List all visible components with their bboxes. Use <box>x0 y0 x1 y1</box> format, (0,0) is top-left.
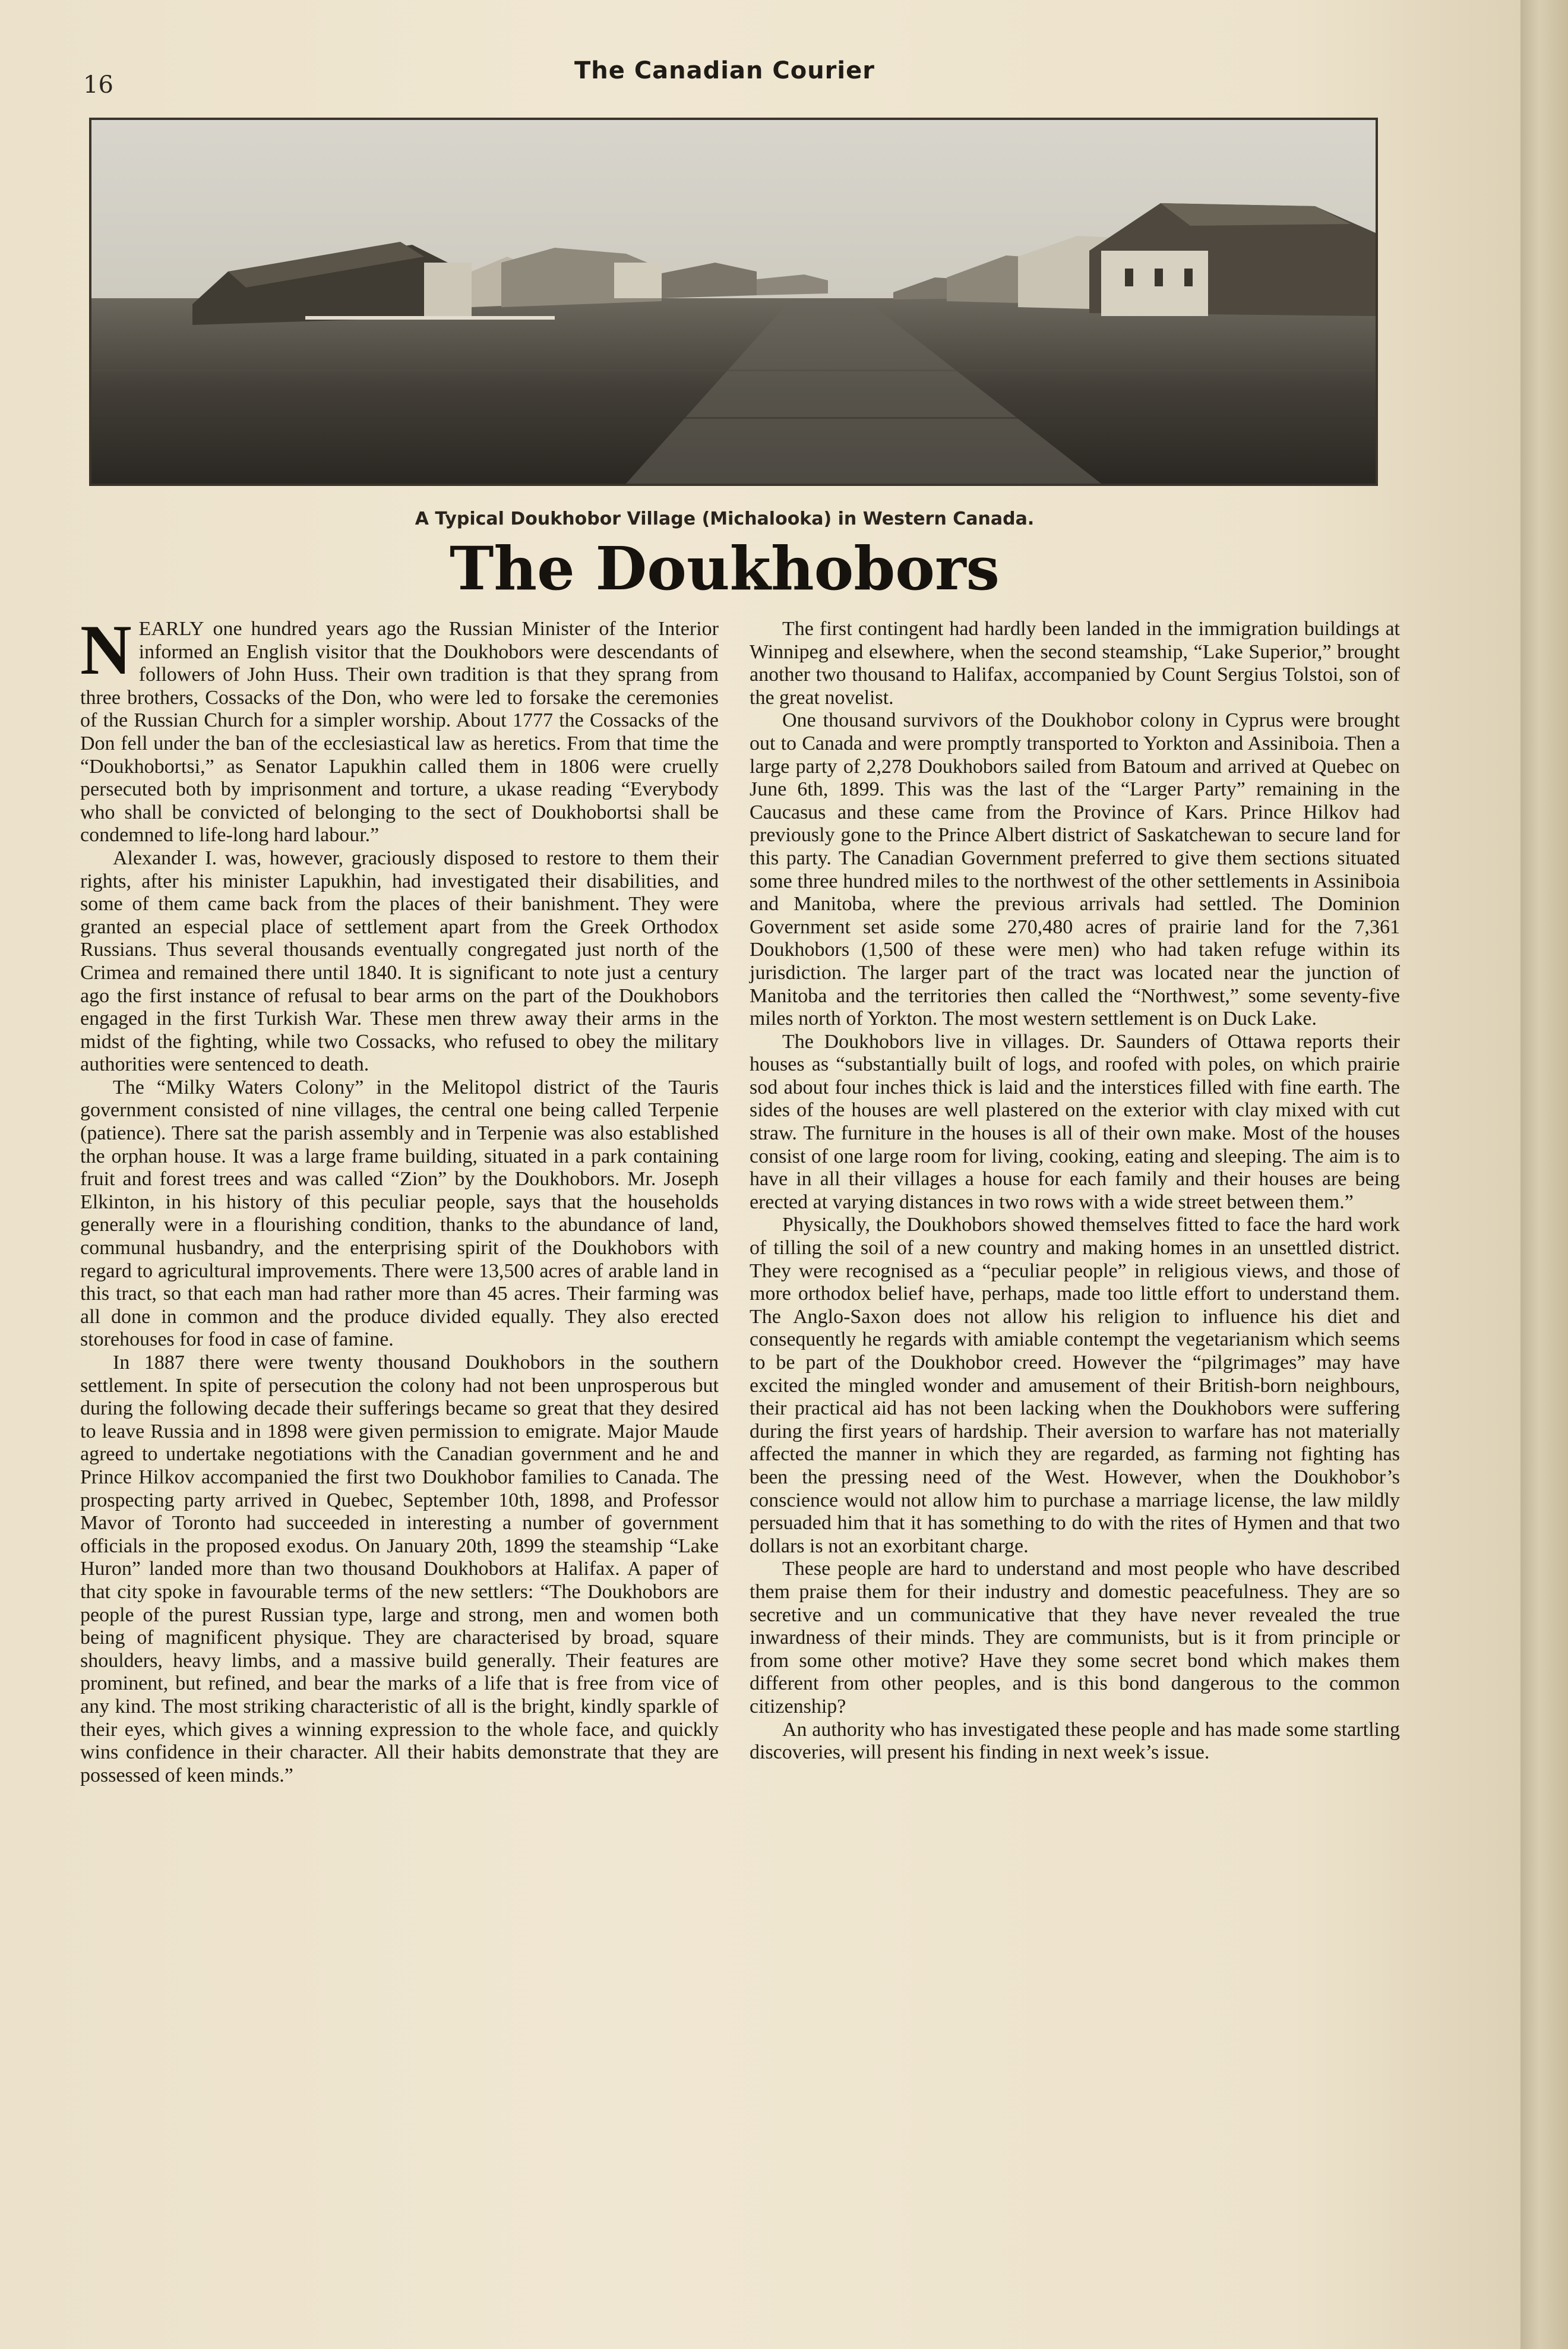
paragraph-3: The “Milky Waters Colony” in the Melitopol district of the Tauris government consisted of nine villages, the central one being called Terpenie (patience). There sat the parish assembly and in Terpenie was also established the orphan house. It was a large frame building, situated in a park containing fruit and forest trees and was called “Zion” by the Doukhobors. Mr. Joseph Elkinton, in his history of this peculiar people, says that the households generally were in a flourishing condition, thanks to the abundance of land, communal husbandry, and the enterprising spirit of the Doukhobors with regard to agricultural improvements. There were 13,500 acres of arable land in this tract, so that each man had rather more than 45 acres. Their farming was all done in common and the produce divided equally. They also erected storehouses for food in case of famine. <box>80 1076 719 1351</box>
village-photo <box>89 118 1378 486</box>
article-headline: The Doukhobors <box>450 533 1000 604</box>
paragraph-10: An authority who has investigated these people and has made some startling discoveries, will present his finding in next week’s issue. <box>750 1718 1400 1764</box>
drop-cap: N <box>80 610 132 689</box>
left-column <box>80 610 719 1787</box>
paragraph-5: The first contingent had hardly been landed in the immigration buildings at Winnipeg and elsewhere, when the second steamship, “Lake Superior,” brought another two thousand to Halifax, accompanied by Count Sergius Tolstoi, son of the great novelist. <box>750 618 1400 709</box>
page-edge <box>1520 0 1568 2349</box>
photo-caption: A Typical Doukhobor Village (Michalooka) in Western Canada. <box>415 509 1035 529</box>
paragraph-8: Physically, the Doukhobors showed themselves fitted to face the hard work of tilling the soil of a new country and making homes in an unsettled district. They were recognised as a “peculiar people” in religious views, and those of more orthodox belief have, perhaps, made too little effort to understand them. The Anglo-Saxon does not allow his religion to influence his diet and consequently he regards with amiable contempt the vegetarianism which seems to be part of the Doukhobor creed. However the “pilgrimages” may have excited the mingled wonder and amusement of their British-born neighbours, their practical aid has not been lacking when the Doukhobors were suffering during the first years of hardship. Their aversion to warfare has not materially affected the manner in which they are regarded, as farming not fighting has been the pressing need of the West. However, when the Doukhobor’s conscience would not allow him to purchase a marriage license, the law mildly persuaded him that it has something to do with the rites of Hymen and that two dollars is not an exorbitant charge. <box>750 1214 1400 1557</box>
paragraph-1-lead: EARLY <box>138 618 204 640</box>
village-photo-image <box>91 120 1376 484</box>
paragraph-4: In 1887 there were twenty thousand Doukhobors in the southern settlement. In spite of persecution the colony had not been unprosperous but during the following decade their sufferings became so great that they desired to leave Russia and in 1898 were given permission to emigrate. Major Maude agreed to undertake negotiations with the Canadian government and he and Prince Hilkov accompanied the first two Doukhobor families to Canada. The prospecting party arrived in Quebec, September 10th, 1898, and Professor Mavor of Toronto had succeeded in interesting a number of government officials in the proposed exodus. On January 20th, 1899 the steamship “Lake Huron” landed more than two thousand Doukhobors at Halifax. A paper of that city spoke in favourable terms of the new settlers: “The Doukhobors are people of the purest Russian type, large and strong, men and women both being of magnificent physique. They are characterised by broad, square shoulders, heavy limbs, and a massive build generally. Their features are prominent, but refined, and bear the marks of a life that is free from vice of any kind. The most striking characteristic of all is the bright, kindly sparkle of their eyes, which gives a winning expression to the whole face, and quickly wins confidence in their character. All their habits demonstrate that they are possessed of keen minds.” <box>80 1352 719 1786</box>
right-column <box>750 618 1400 1764</box>
page-number: 16 <box>83 71 113 99</box>
paragraph-7: The Doukhobors live in villages. Dr. Saunders of Ottawa reports their houses as “substantially built of logs, and roofed with poles, on which prairie sod about four inches thick is laid and the interstices filled with fine earth. The sides of the houses are well plastered on the exterior with clay mixed with cut straw. The furniture in the houses is all of their own make. Most of the houses consist of one large room for living, cooking, eating and sleeping. The aim is to have in all their villages a house for each family and their houses are being erected at varying distances in two rows with a wide street between them.” <box>750 1030 1400 1213</box>
paragraph-2: Alexander I. was, however, graciously disposed to restore to them their rights, after his minister Lapukhin, had investigated their disabilities, and some of them came back from the places of their banishment. They were granted an especial place of settlement apart from the Greek Orthodox Russians. Thus several thousands eventually congregated just north of the Crimea and remained there until 1840. It is significant to note just a century ago the first instance of refusal to bear arms on the part of the Doukhobors engaged in the first Turkish War. These men threw away their arms in the midst of the fighting, while two Cossacks, who refused to obey the military authorities were sentenced to death. <box>80 847 719 1076</box>
paragraph-6: One thousand survivors of the Doukhobor colony in Cyprus were brought out to Canada and were promptly transported to Yorkton and Assiniboia. Then a large party of 2,278 Doukhobors sailed from Batoum and arrived at Quebec on June 6th, 1899. This was the last of the “Larger Party” remaining in the Caucasus and these came from the Province of Kars. Prince Hilkov had previously gone to the Prince Albert district of Saskatchewan to secure land for this party. The Canadian Government preferred to give them sections situated some three hundred miles to the northwest of the other settlements in Assiniboia and Manitoba, where the previous arrivals had settled. The Dominion Government set aside some 270,480 acres of prairie land for the 7,361 Doukhobors (1,500 of these were men) who had taken refuge within its jurisdiction. The larger part of the tract was located near the junction of Manitoba and the territories then called the “Northwest,” some seventy-five miles north of Yorkton. The most western settlement is on Duck Lake. <box>750 709 1400 1030</box>
paragraph-1-text: one hundred years ago the Russian Minister of the Interior informed an English visitor that the Doukhobors were descendants of followers of John Huss. Their own tradition is that they sprang from three brothers, Cossacks of the Don, who were led to forsake the ceremonies of the Russian Church for a simpler worship. About 1777 the Cossacks of the Don fell under the ban of the ecclesiastical law as heretics. From that time the “Doukhobortsi,” as Senator Lapukhin called them in 1806 were cruelly persecuted both by imprisonment and torture, a ukase reading “Everybody who shall be convicted of belonging to the sect of Doukhobortsi shall be condemned to life-long hard labour.” <box>80 618 719 847</box>
paragraph-9: These people are hard to understand and most people who have described them praise them for their industry and domestic peacefulness. They are so secretive and un communicative that they have never revealed the true inwardness of their minds. They are communists, but is it from principle or from some other motive? Have they some secret bond which makes them different from other peoples, and is this bond dangerous to the common citizenship? <box>750 1558 1400 1717</box>
paragraph-1 <box>80 610 719 847</box>
running-head: The Canadian Courier <box>574 57 875 84</box>
